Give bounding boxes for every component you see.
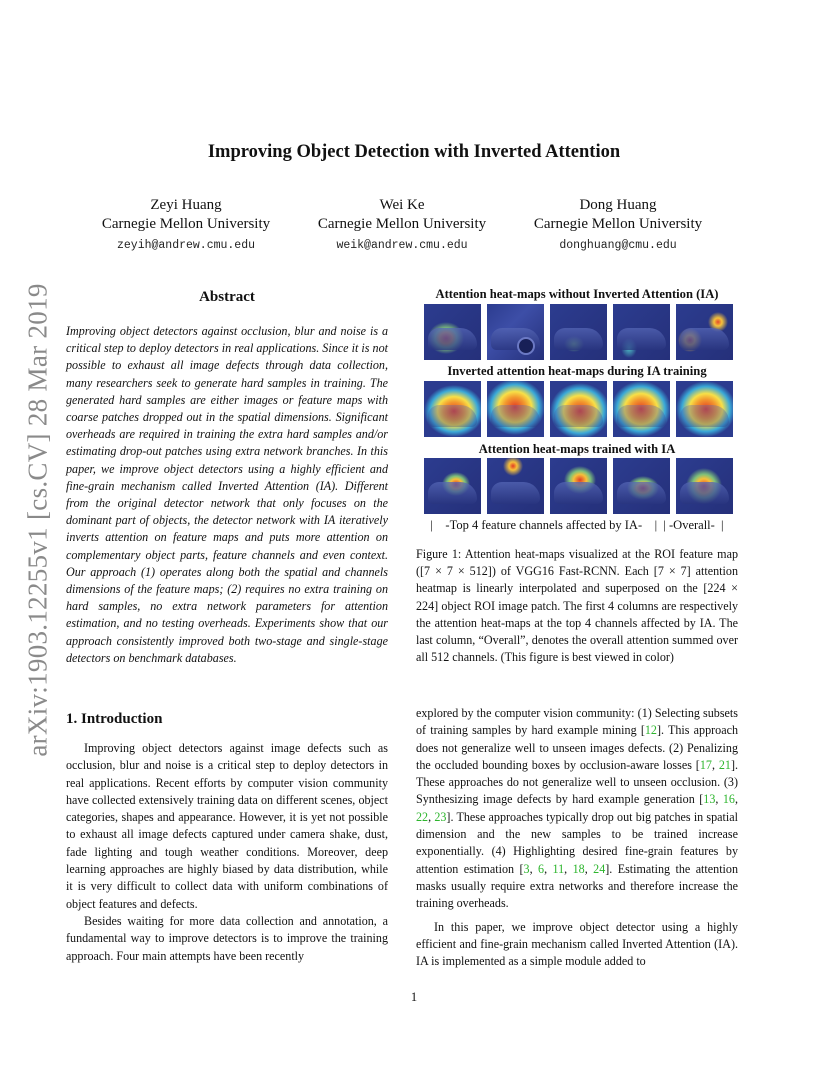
paper-title: Improving Object Detection with Inverted Attention bbox=[207, 142, 621, 162]
heatmap-image bbox=[613, 458, 670, 514]
text-span: ]. This approach does not generalize well to unseen images defects. (2) Penalizing the occluded bounding boxes by occlusion-aware losses [ bbox=[416, 723, 738, 772]
figure-row-title-3: Attention heat-maps trained with IA bbox=[478, 442, 676, 456]
heatmap-image bbox=[550, 381, 607, 437]
author-affiliation: Carnegie Mellon University bbox=[533, 216, 703, 232]
heatmap-image bbox=[487, 304, 544, 360]
abstract-heading: Abstract bbox=[199, 289, 255, 305]
citation-link[interactable]: 13 bbox=[703, 792, 716, 807]
author-3 bbox=[508, 196, 728, 255]
heatmap-image bbox=[487, 381, 544, 437]
right-column-body bbox=[416, 705, 738, 970]
heatmap-image bbox=[424, 381, 481, 437]
figure-label: Figure 1: bbox=[416, 547, 462, 561]
author-2 bbox=[292, 196, 512, 255]
heatmap-image bbox=[613, 304, 670, 360]
intro-paragraph-4: In this paper, we improve object detector using a highly efficient and fine-grain mechanism called Inverted Attention (IA). IA is implemented as a simple module added to bbox=[416, 919, 738, 969]
author-name: Dong Huang bbox=[579, 197, 657, 213]
abstract-text: Improving object detectors against occlusion, blur and noise is a critical step to deploy detectors in real applications. Since it is not possible to exhaust all image defects through data collection, many researchers seek to generate hard samples in training. The generated hard samples are either images or feature maps with coarse patches dropped out in the spatial dimensions. Significant overheads are required in training the extra hard samples and/or estimating drop-out patches using extra network branches. In this paper, we improve object detectors using a highly efficient and fine-grain mechanism called Inverted Attention (IA). Different from the original detector network that only focuses on the dominant part of objects, the detector network with IA iteratively inverts attention on feature maps and puts more attention on complementary object parts, feature channels and even context. Our approach (1) operates along both the spatial and channels dimensions of the feature maps; (2) requires no extra training on hard samples, no extra network parameters for attention estimation, and no testing overheads. Experiments show that our approach consistently improved both two-stage and single-stage detectors on benchmark databases. bbox=[66, 324, 388, 665]
author-name: Wei Ke bbox=[379, 197, 425, 213]
citation-link[interactable]: 16 bbox=[722, 792, 735, 807]
page-number: 1 bbox=[410, 990, 418, 1004]
text-span: ]. These approaches do not generalize well to unseen occlusion. (3) Synthesizing image defects by hard example generation [ bbox=[416, 757, 739, 807]
figure-caption bbox=[416, 546, 738, 666]
citation-link[interactable]: 3 bbox=[523, 861, 530, 876]
author-email: weik@andrew.cmu.edu bbox=[336, 239, 468, 252]
author-1 bbox=[76, 196, 296, 255]
section-heading-introduction: 1. Introduction bbox=[66, 711, 163, 727]
heatmap-image bbox=[424, 304, 481, 360]
figure-caption-text: Attention heat-maps visualized at the ROI feature map ([7 × 7 × 512]) of VGG16 Fast-RCNN. Each [7 × 7] attention heatmap is linearly interpolated and superposed on the [224 × 224] object ROI image patch. The first 4 columns are respectively the attention heat-maps at the top 4 channels affected by IA. The last column, “Overall”, denotes the overall attention summed over all 512 channels. (This figure is best viewed in color) bbox=[416, 547, 738, 665]
citation-link[interactable]: 22 bbox=[416, 809, 429, 824]
citation-link[interactable]: 12 bbox=[644, 723, 657, 738]
heatmap-row-2 bbox=[424, 381, 733, 437]
author-email: zeyih@andrew.cmu.edu bbox=[116, 239, 256, 252]
heatmap-image bbox=[676, 381, 733, 437]
heatmap-image bbox=[487, 458, 544, 514]
citation-link[interactable]: 6 bbox=[538, 861, 545, 876]
citation-link[interactable]: 24 bbox=[593, 861, 606, 876]
author-affiliation: Carnegie Mellon University bbox=[317, 216, 487, 232]
text-span: ]. These approaches typically drop out big patches in spatial dimension and the new samples to be trained increase exponentially. (4) Highlighting desired fine-grain features by attention estimation [ bbox=[416, 809, 738, 876]
heatmap-image bbox=[676, 304, 733, 360]
heatmap-image bbox=[550, 304, 607, 360]
heatmap-image bbox=[424, 458, 481, 514]
citation-link[interactable]: 21 bbox=[718, 757, 731, 772]
author-name: Zeyi Huang bbox=[150, 197, 222, 213]
heatmap-row-3 bbox=[424, 458, 733, 514]
citation-link[interactable]: 17 bbox=[699, 757, 712, 772]
author-email: donghuang@cmu.edu bbox=[559, 239, 677, 252]
citation-link[interactable]: 23 bbox=[434, 809, 447, 824]
citation-link[interactable]: 18 bbox=[572, 861, 585, 876]
text-span: explored by the computer vision community: (1) Selecting subsets of training samples by hard example mining [ bbox=[416, 706, 738, 738]
figure-row-title-1: Attention heat-maps without Inverted Attention (IA) bbox=[435, 287, 719, 301]
citation-link[interactable]: 11 bbox=[552, 861, 565, 876]
heatmap-image bbox=[676, 458, 733, 514]
heatmap-image bbox=[550, 458, 607, 514]
heatmap-image bbox=[613, 381, 670, 437]
text-span: ]. Estimating the attention masks usually require extra networks and therefore increase the training overheads. bbox=[416, 861, 739, 911]
author-affiliation: Carnegie Mellon University bbox=[101, 216, 271, 232]
intro-paragraph-1: Improving object detectors against image defects such as occlusion, blur and noise is a critical step to deploy detectors in real applications. Recent efforts by computer vision community have collected extensively training data on different scenes, object categories, shapes and appearance. However, it is yet not possible to exhaust all image defects captured under camera shake, dust, fade lighting and tough weather conditions. Moreover, deep learning approaches are highly biased by data distribution, while it is very difficult to collect data with uniform combinations of object features and defects. bbox=[66, 741, 388, 911]
abstract-body bbox=[66, 323, 388, 667]
arxiv-stamp: arXiv:1903.12255v1 [cs.CV] 28 Mar 2019 bbox=[22, 283, 53, 757]
introduction-body bbox=[66, 740, 388, 965]
figure-column-legend: | -Top 4 feature channels affected by IA- | | -Overall- | bbox=[430, 518, 724, 532]
heatmap-row-1 bbox=[424, 304, 733, 360]
figure-row-title-2: Inverted attention heat-maps during IA training bbox=[447, 364, 707, 378]
intro-paragraph-3: explored by the computer vision community: (1) Selecting subsets of training samples by hard example mining [12]. This approach does not generalize well to unseen images defects. (2) Penalizing the occluded bounding boxes by occlusion-aware losses [17, 21]. These approaches do not generalize well to unseen occlusion. (3) Synthesizing image defects by hard example generation [13, 16, 22, 23]. These approaches typically drop out big patches in spatial dimension and the new samples to be trained increase exponentially. (4) Highlighting desired fine-grain features by attention estimation [3, 6, 11, 18, 24]. Estimating the attention masks usually require extra networks and therefore increase the training overheads. bbox=[416, 706, 739, 911]
intro-paragraph-2: Besides waiting for more data collection and annotation, a fundamental way to improve detectors is to improve the training approach. Four main attempts have been recently bbox=[66, 913, 388, 963]
